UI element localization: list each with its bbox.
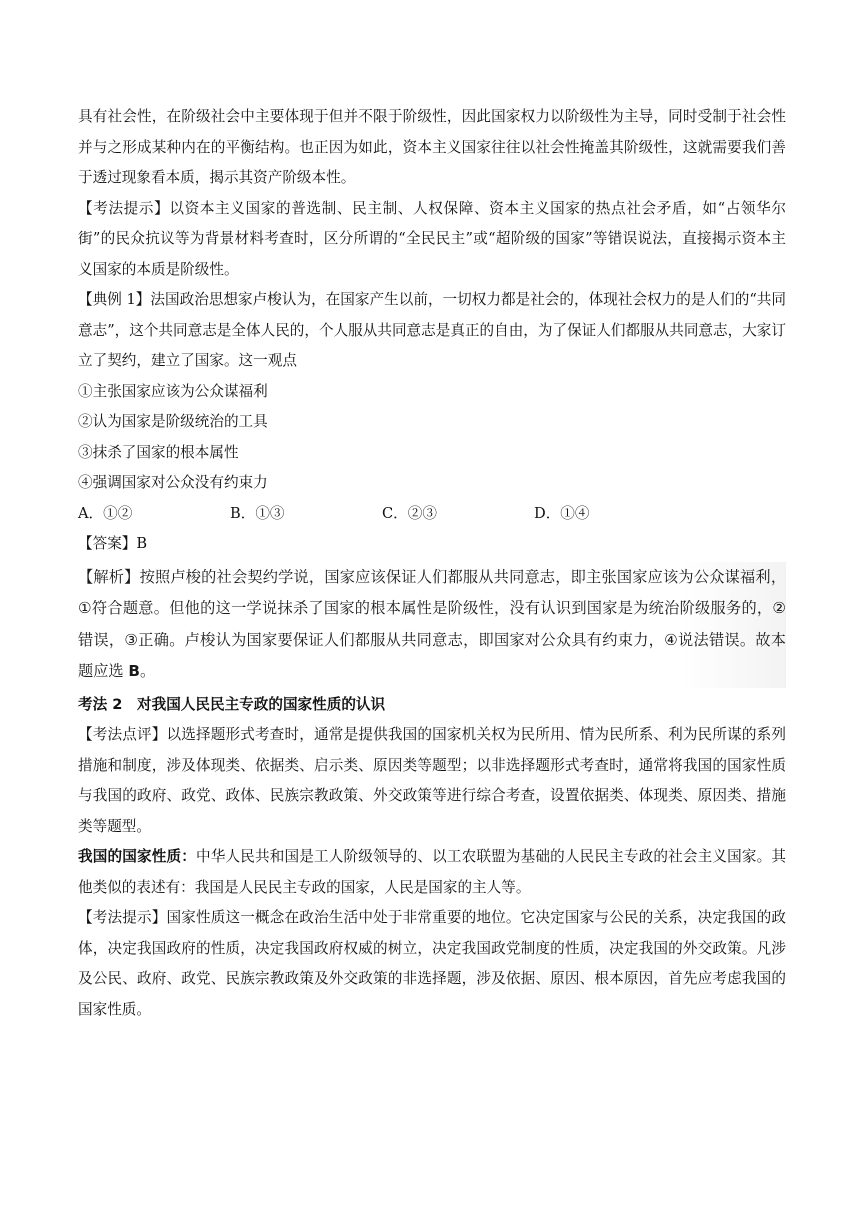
exam-review-text: 以选择题形式考查时，通常是提供我国的国家机关权为民所用、情为民所系、利为民所谋的系列措施和制度，涉及体现类、依据类、启示类、原因类等题型；以非选择题形式考查时，通常将我国的国家性质与我国的政府、政党、政体、民族宗教政策、外交政策等进行综合考查，设置依据类、体现类、原因类、措施类等题型。 [78,726,786,835]
choice-item-1: ①主张国家应该为公众谋福利 [78,382,268,400]
exam-tip-2-label: 【考法提示】 [78,909,167,926]
state-nature-label: 我国的国家性质： [78,848,197,865]
exam-tip-label: 【考法提示】 [78,199,170,217]
analysis-paragraph [78,562,786,688]
document-page [78,102,786,1025]
paragraph-exam-review [78,720,786,842]
choice-item-3: ③抹杀了国家的根本属性 [78,443,239,461]
exam-tip-text: 以资本主义国家的普选制、民主制、人权保障、资本主义国家的热点社会矛盾，如“占领华尔街”的民众抗议等为背景材料考查时，区分所谓的“全民民主”或“超阶级的国家”等错误说法，直接揭示资本主义国家的本质是阶级性。 [78,199,786,278]
choice-item-2: ②认为国家是阶级统治的工具 [78,413,268,430]
answer-options [78,499,786,530]
exam-review-label: 【考法点评】 [78,726,167,743]
analysis-end: 。 [139,662,156,680]
exam-tip-2-text: 国家性质这一概念在政治生活中处于非常重要的地位。它决定国家与公民的关系，决定我国的政体，决定我国政府的性质，决定我国政府权威的树立，决定我国政党制度的性质，决定我国的外交政策。凡涉及公民、政府、政党、民族宗教政策及外交政策的非选择题，涉及依据、原因、根本原因，首先应考虑我国的国家性质。 [78,909,786,1018]
paragraph-exam-tip-2 [78,903,786,1025]
option-c: C．②③ [382,504,437,522]
analysis-text: 【解析】按照卢梭的社会契约学说，国家应该保证人们都服从共同意志，即主张国家应该为公众谋福利，①符合题意。但他的这一学说抹杀了国家的根本属性是阶级性，没有认识到国家是为统治阶级服务的，②错误，③正确。卢梭认为国家要保证人们都服从共同意志，即国家对公众具有约束力，④说法错误。故本题应选 [78,567,786,680]
paragraph-example-1 [78,285,786,377]
paragraph-intro: 具有社会性，在阶级社会中主要体现于但并不限于阶级性，因此国家权力以阶级性为主导，同时受制于社会性并与之形成某种内在的平衡结构。也正因为如此，资本主义国家往往以社会性掩盖其阶级性，这就需要我们善于透过现象看本质，揭示其资产阶级本性。 [78,108,786,186]
section-2-title: 考法 2 对我国人民民主专政的国家性质的认识 [78,695,386,713]
paragraph-state-nature [78,842,786,903]
analysis-answer-letter: B [128,662,140,680]
option-d: D．①④ [534,504,590,522]
option-a: A．①② [78,504,133,522]
paragraph-exam-tip-1 [78,194,786,286]
state-nature-text: 中华人民共和国是工人阶级领导的、以工农联盟为基础的人民民主专政的社会主义国家。其他类似的表述有：我国是人民民主专政的国家，人民是国家的主人等。 [78,848,786,896]
choice-item-4: ④强调国家对公众没有约束力 [78,474,268,491]
example-text: 法国政治思想家卢梭认为，在国家产生以前，一切权力都是社会的，体现社会权力的是人们的“共同意志”，这个共同意志是全体人民的，个人服从共同意志是真正的自由，为了保证人们都服从共同意志，大家订立了契约，建立了国家。这一观点 [78,291,786,369]
example-label: 【典例 1】 [78,291,151,308]
option-b: B．①③ [230,504,285,522]
answer-line: 【答案】B [78,535,148,552]
